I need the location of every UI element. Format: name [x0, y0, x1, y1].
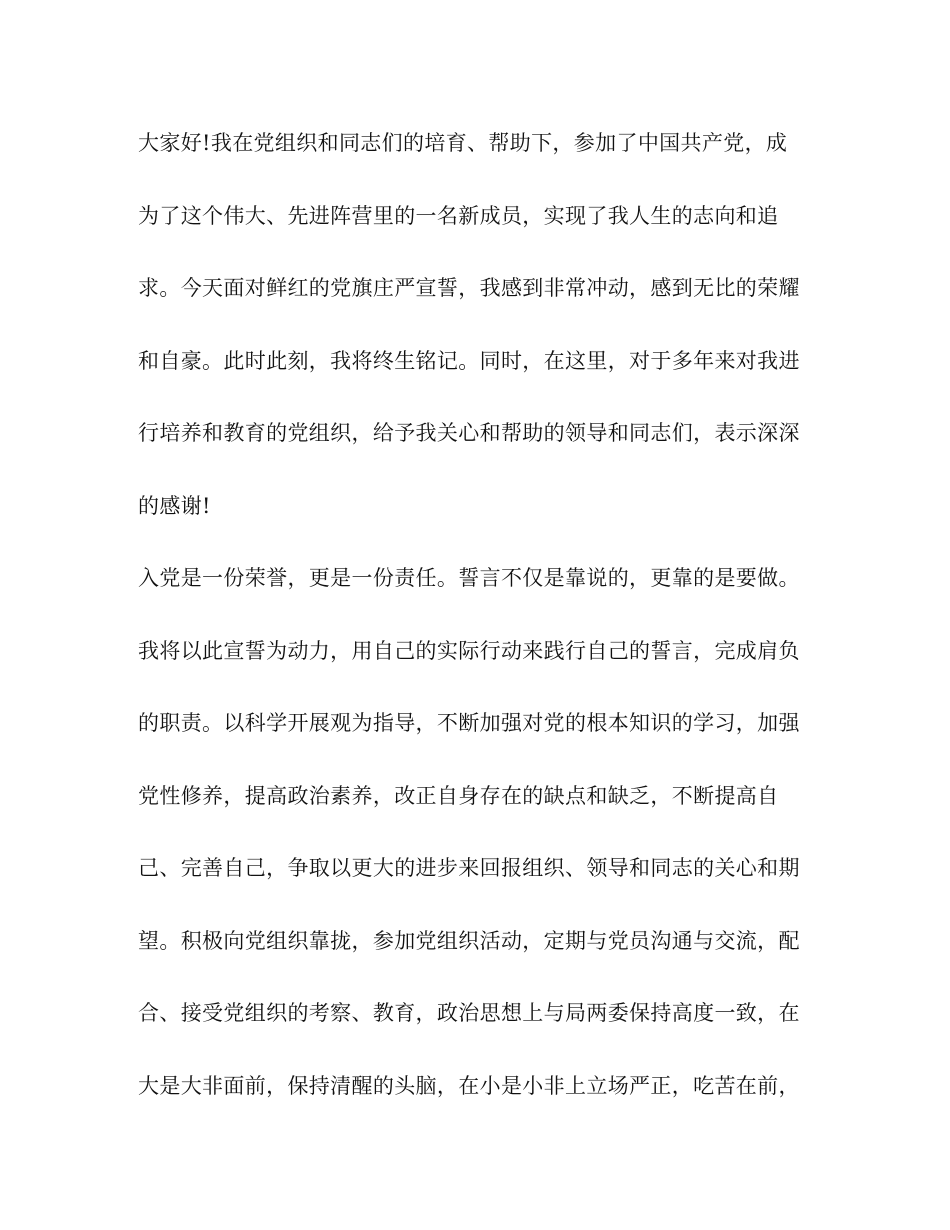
text-line: 合、接受党组织的考察、教育，政治思想上与局两委保持高度一致，在 [138, 1001, 800, 1025]
text-line: 为了这个伟大、先进阵营里的一名新成员，实现了我人生的志向和追 [138, 203, 779, 228]
text-line: 我将以此宣誓为动力，用自己的实际行动来践行自己的誓言，完成肩负 [138, 638, 800, 663]
text-line: 大是大非面前，保持清醒的头脑，在小是小非上立场严正，吃苦在前， [138, 1073, 800, 1098]
text-line: 大家好!我在党组织和同志们的培育、帮助下，参加了中国共产党，成 [138, 131, 788, 155]
text-line: 求。今天面对鲜红的党旗庄严宣誓，我感到非常冲动，感到无比的荣耀 [138, 276, 800, 300]
text-line: 己、完善自己，争取以更大的进步来回报组织、领导和同志的关心和期 [138, 856, 800, 880]
text-line: 的职责。以科学开展观为指导，不断加强对党的根本知识的学习，加强 [138, 711, 800, 735]
text-line: 入党是一份荣誉，更是一份责任。誓言不仅是靠说的，更靠的是要做。 [138, 566, 800, 590]
text-line: 的感谢! [138, 493, 211, 518]
text-line: 望。积极向党组织靠拢，参加党组织活动，定期与党员沟通与交流，配 [138, 928, 800, 953]
document-body [138, 118, 818, 1133]
text-line: 行培养和教育的党组织，给予我关心和帮助的领导和同志们，表示深深 [138, 421, 800, 445]
text-line: 和自豪。此时此刻，我将终生铭记。同时，在这里，对于多年来对我进 [138, 348, 800, 373]
text-line: 党性修养，提高政治素养，改正自身存在的缺点和缺乏，不断提高自 [138, 783, 779, 808]
